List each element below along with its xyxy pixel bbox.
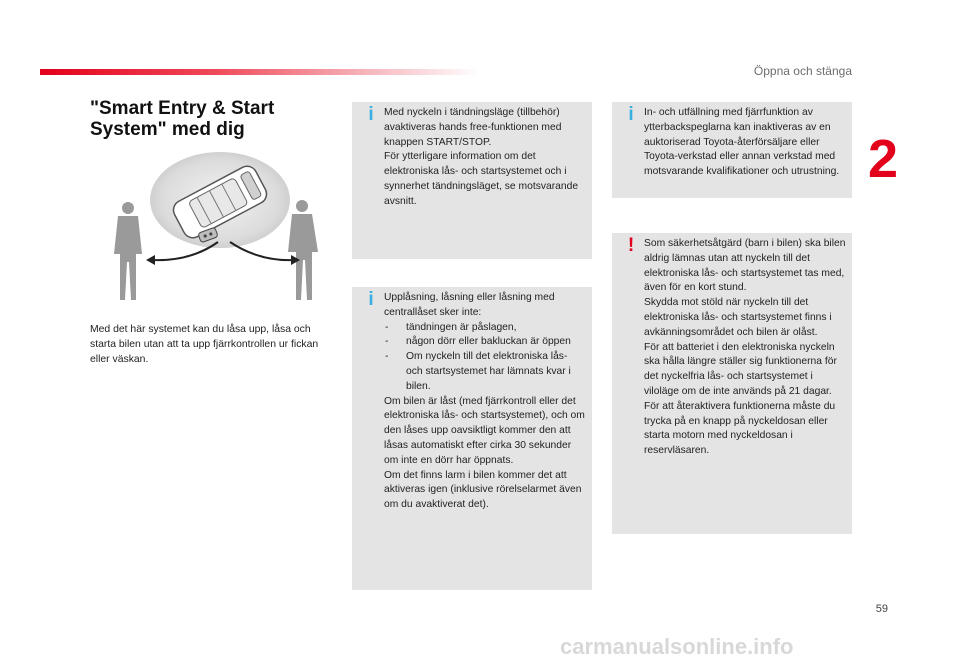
smart-entry-illustration bbox=[100, 150, 340, 310]
info-text: In- och utfällning med fjärrfunktion av ytterbackspeglarna kan inaktiveras av en auktoriserad Toyota-återförsäljare eller Toyota-verkstad eller annan verkstad med motsvarande kvalifikationer och utrustning. bbox=[644, 107, 840, 178]
info-box-mirrors bbox=[612, 102, 852, 198]
info-box-ignition bbox=[352, 102, 592, 259]
info-icon: i bbox=[368, 289, 374, 310]
warning-text: För att återaktivera funktionerna måste du trycka på en knapp på nyckeldosan eller starta motorn med nyckeldosan i reservläsaren. bbox=[644, 400, 836, 457]
warning-text: Skydda mot stöld när nyckeln till det elektroniska lås- och startsystemet finns i avkänningsområdet och bilen är olåst. bbox=[644, 297, 832, 338]
list-item: - någon dörr eller bakluckan är öppen bbox=[384, 335, 586, 350]
condition-list bbox=[384, 321, 586, 395]
info-text: Med nyckeln i tändningsläge (tillbehör) avaktiveras hands free-funktionen med knappen START/STOP. bbox=[384, 107, 562, 148]
header-accent-bar bbox=[40, 69, 480, 75]
info-icon: i bbox=[628, 104, 634, 125]
watermark: carmanualsonline.info bbox=[560, 634, 794, 659]
person-left bbox=[114, 202, 142, 300]
chapter-number: 2 bbox=[868, 129, 899, 189]
info-text: Om bilen är låst (med fjärrkontroll eller det elektroniska lås- och startsystemet), och om den låses upp oavsiktligt kommer den att låsas automatiskt efter cirka 30 sekunder om inte en dörr har öppnats. bbox=[384, 395, 585, 466]
list-item: - tändningen är påslagen, bbox=[384, 321, 586, 336]
info-box-unlocking bbox=[352, 287, 592, 590]
info-text: För ytterligare information om det elektroniska lås- och startsystemet och i synnerhet tändningsläget, se motsvarande avsnitt. bbox=[384, 151, 579, 207]
info-text: Upplåsning, låsning eller låsning med centrallåset sker inte: bbox=[384, 292, 555, 318]
section-title: Öppna och stänga bbox=[753, 64, 852, 78]
page-number: 59 bbox=[875, 603, 888, 615]
warning-icon: ! bbox=[627, 235, 635, 256]
person-right bbox=[288, 200, 318, 300]
list-item: - Om nyckeln till det elektroniska lås- och startsystemet har lämnats kvar i bilen. bbox=[384, 350, 586, 394]
warning-text: Som säkerhetsåtgärd (barn i bilen) ska bilen aldrig lämnas utan att nyckeln till det elektroniska lås- och startsystemet tas med, även för en kort stund. bbox=[644, 238, 846, 294]
page-heading: "Smart Entry & Start System" med dig bbox=[90, 98, 275, 140]
warning-box-safety bbox=[612, 233, 852, 534]
info-text: Om det finns larm i bilen kommer det att aktiveras igen (inklusive rörelselarmet även om du avaktiverat det). bbox=[384, 469, 582, 511]
warning-text: För att batteriet i den elektroniska nyckeln ska hålla längre ställer sig funktionerna för det nyckelfria lås- och startsystemet i viloläge om de inte används på 21 dagar. bbox=[644, 341, 837, 397]
intro-text: Med det här systemet kan du låsa upp, låsa och starta bilen utan att ta upp fjärrkontrollen ur fickan eller väskan. bbox=[90, 324, 319, 365]
info-icon: i bbox=[368, 104, 374, 125]
